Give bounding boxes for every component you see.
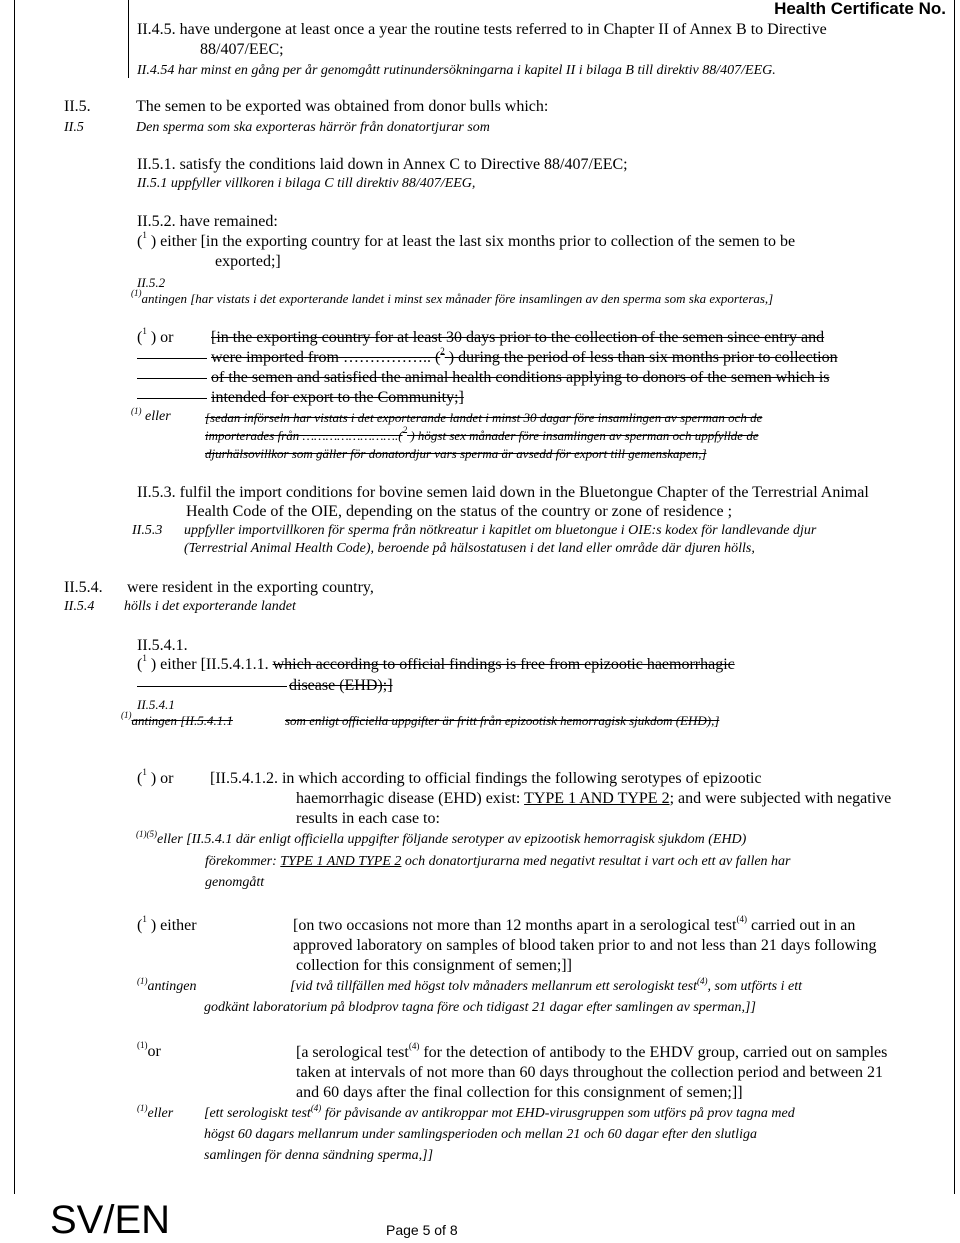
- or2-line3: and 60 days after the final collection for this consignment of semen;]]: [296, 1084, 743, 1101]
- either2-sv-line1: [vid två tillfällen med högst tolv månaders mellanrum ett serologiskt test$^{(4)}$, som utförts i ett: [290, 976, 803, 994]
- s245-en-line1: II.4.5. have undergone at least once a year the routine tests referred to in Chapter II of Annex B to Directive: [137, 21, 827, 38]
- either2-sv-line2: godkänt laboratorium på blodprov tagna före och tidigast 21 dagar efter samlingen av sperman,]]: [204, 1000, 756, 1015]
- s251-sv: II.5.1 uppfyller villkoren i bilaga C till direktiv 88/407/EEG,: [137, 176, 476, 191]
- or2-sv-line1: [ett serologiskt test$^{(4)}$ för påvisande av antikroppar mot EHD-virusgruppen som utförs på prov tagna med: [204, 1103, 795, 1121]
- header-title: Health Certificate No.: [774, 0, 946, 18]
- s252-eller-marker: $^{(1)}$ eller: [131, 406, 171, 424]
- s254-num-en: II.5.4.: [64, 579, 103, 596]
- either2-line3: collection for this consignment of semen;]]: [296, 957, 572, 974]
- strike-rule-2: [137, 378, 207, 379]
- s254-num-sv: II.5.4: [64, 599, 95, 614]
- inner-margin-line: [128, 0, 129, 78]
- s252-sv-antingen: $^{(1)}$antingen [har vistats i det exporterande landet i minst sex månader före insamlingen av den sperma som ska exporteras,]: [131, 288, 774, 306]
- strike-rule-3: [137, 398, 207, 399]
- either2-line2: approved laboratory on samples of blood taken prior to and not less than 21 days following: [293, 937, 877, 954]
- or2-sv-eller: $^{(1)}$eller: [137, 1103, 174, 1121]
- s252-either-line1: ($^1$ ) either [in the exporting country for at least the last six months prior to collection of the semen to be: [137, 230, 796, 250]
- s252-sv-line3: djurhälsovillkor som gäller för donatordjur vars sperma är avsedd för export till gemenskapen,]: [205, 446, 707, 461]
- s2541-either-line2: disease (EHD);]: [289, 677, 393, 694]
- either2-sv-antingen: $^{(1)}$antingen: [137, 976, 197, 994]
- s25412-or-marker: ($^1$ ) or: [137, 767, 174, 787]
- s25-num-en: II.5.: [64, 98, 91, 115]
- s245-sv: II.4.54 har minst en gång per år genomgått rutinundersökningarna i kapitel II i bilaga B till direktiv 88/407/EEG.: [137, 63, 776, 78]
- s252-or-line3: of the semen and satisfied the animal health conditions applying to donors of the semen which is: [211, 369, 830, 386]
- s2541-sv-antingen: $^{(1)}$antingen [II.5.4.1.1: [121, 710, 233, 728]
- either2-line1: [on two occasions not more than 12 months apart in a serological test$^{(4)}$ carried out in an: [293, 914, 856, 934]
- s252-either-line2: exported;]: [215, 253, 281, 270]
- s25-text-en: The semen to be exported was obtained from donor bulls which:: [136, 98, 549, 115]
- s25412-sv-line2: förekommer: TYPE 1 AND TYPE 2 och donatortjurarna med negativt resultat i vart och ett av fallen har: [205, 854, 791, 869]
- page-number: Page 5 of 8: [386, 1222, 458, 1238]
- s253-en-line2: Health Code of the OIE, depending on the status of the country or zone of residence ;: [186, 503, 733, 520]
- or2-line2: taken at intervals of not more than 60 days throughout the collection period and between 21: [296, 1064, 883, 1081]
- s254-text-en: were resident in the exporting country,: [127, 579, 374, 596]
- s252-sv-line2: importerades från …………………….($^2$ ) högst sex månader före insamlingen av sperman och uppfyllde de: [205, 425, 759, 443]
- s2541-num: II.5.4.1.: [137, 637, 188, 654]
- or2-sv-line2: högst 60 dagars mellanrum under samlingsperioden och mellan 21 och 60 dagar efter den slutliga: [204, 1127, 757, 1142]
- either2-marker: ($^1$ ) either: [137, 914, 197, 934]
- s253-en-line1: II.5.3. fulfil the import conditions for bovine semen laid down in the Bluetongue Chapter of the Terrestrial Animal: [137, 484, 869, 501]
- s251-en: II.5.1. satisfy the conditions laid down in Annex C to Directive 88/407/EEC;: [137, 156, 628, 173]
- s25412-sv-line3: genomgått: [205, 875, 265, 890]
- s25412-line2: haemorrhagic disease (EHD) exist: TYPE 1 AND TYPE 2; and were subjected with negative: [296, 790, 892, 807]
- s252-or-line2: were imported from …………….. ($^2$ ) during the period of less than six months prior to collection: [211, 346, 838, 366]
- s252-sv-num: II.5.2: [137, 275, 166, 290]
- s25-num-sv: II.5: [64, 120, 84, 135]
- s253-sv-num: II.5.3: [132, 523, 163, 538]
- s2541-sv-num: II.5.4.1: [137, 697, 175, 712]
- s252-sv-line1: [sedan införseln har vistats i det exporterande landet i minst 30 dagar före insamlingen av sperman och de: [205, 410, 763, 425]
- strike-rule-4: [137, 686, 287, 687]
- s2541-either-line1: ($^1$ ) either [II.5.4.1.1. which according to official findings is free from epizootic haemorrhagic: [137, 653, 735, 673]
- s25-text-sv: Den sperma som ska exporteras härrör från donatortjurar som: [136, 120, 490, 135]
- right-border: [954, 0, 955, 1194]
- s254-text-sv: hölls i det exporterande landet: [124, 599, 296, 614]
- s25412-sv-line1: $^{(1)(5)}$eller [II.5.4.1 där enligt officiella uppgifter följande serotyper av epizootisk hemorragisk sjukdom (EHD): [136, 829, 747, 847]
- s25412-line1: [II.5.4.1.2. in which according to official findings the following serotypes of epizootic: [210, 770, 762, 787]
- language-code: SV/EN: [50, 1198, 171, 1242]
- or2-marker: $^{(1)}$or: [137, 1040, 161, 1060]
- or2-line1: [a serological test$^{(4)}$ for the detection of antibody to the EHDV group, carried out on samples: [296, 1041, 888, 1061]
- s253-sv-line2: (Terrestrial Animal Health Code), beroende på hälsostatusen i det land eller område där djuren hölls,: [184, 541, 755, 556]
- s252-or-marker: ($^1$ ) or: [137, 326, 174, 346]
- left-border: [14, 0, 15, 1194]
- s252-heading: II.5.2. have remained:: [137, 213, 278, 230]
- s252-or-line1: [in the exporting country for at least 30 days prior to the collection of the semen since entry and: [211, 329, 825, 346]
- s253-sv-line1: uppfyller importvillkoren för sperma från nötkreatur i kapitlet om bluetongue i OIE:s kodex för landlevande djur: [184, 523, 817, 538]
- s25412-line3: results in each case to:: [296, 810, 440, 827]
- s252-or-line4: intended for export to the Community;]: [211, 389, 464, 406]
- s2541-sv-text: som enligt officiella uppgifter är fritt från epizootisk hemorragisk sjukdom (EHD),]: [285, 713, 720, 728]
- or2-sv-line3: samlingen för denna sändning sperma,]]: [204, 1148, 434, 1163]
- s245-en-line2: 88/407/EEC;: [200, 41, 284, 58]
- strike-rule-1: [137, 358, 207, 359]
